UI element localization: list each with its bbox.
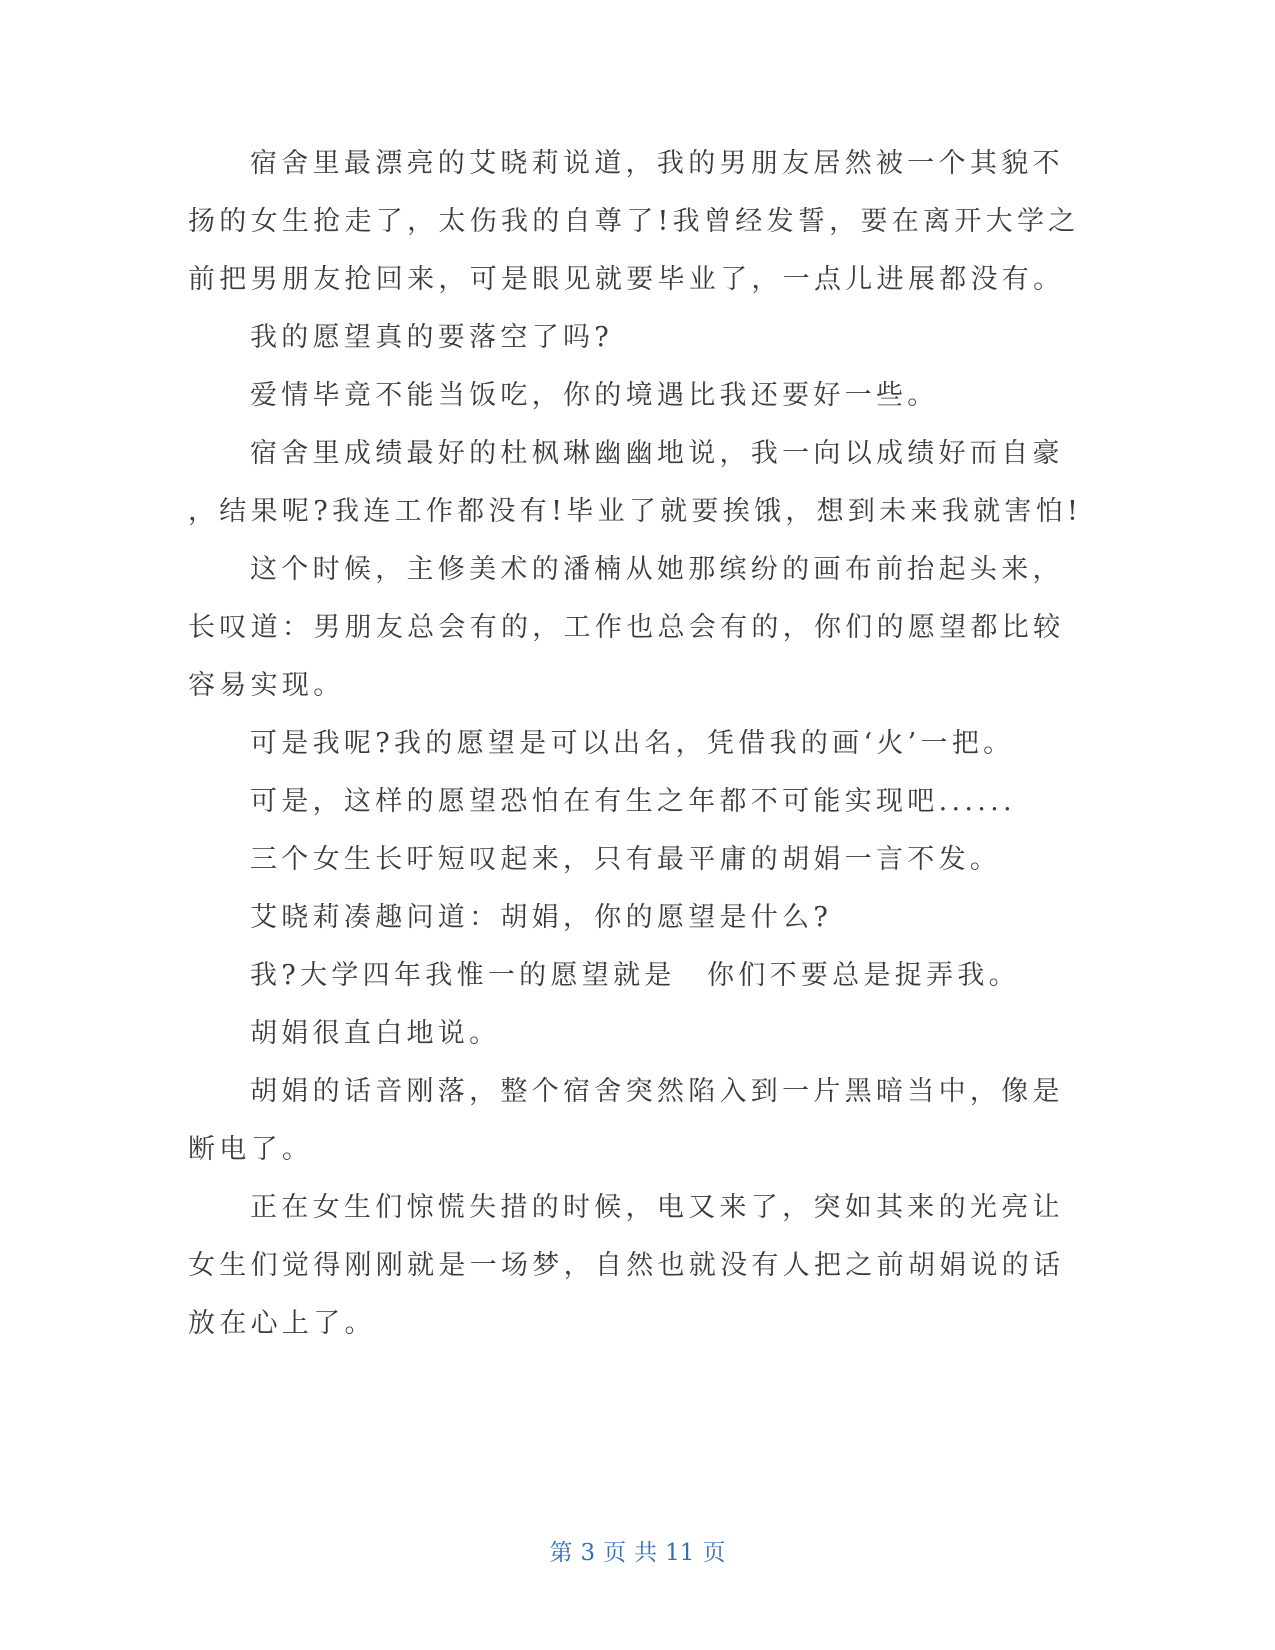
paragraph-line: 长叹道：男朋友总会有的，工作也总会有的，你们的愿望都比较 <box>188 612 1065 643</box>
paragraph-line: 爱情毕竟不能当饭吃，你的境遇比我还要好一些。 <box>250 380 939 411</box>
paragraph-line: 艾晓莉凑趣问道：胡娟，你的愿望是什么? <box>250 902 833 933</box>
paragraph-line: 三个女生长吁短叹起来，只有最平庸的胡娟一言不发。 <box>250 844 1002 875</box>
paragraph-line: 胡娟很直白地说。 <box>250 1018 501 1049</box>
paragraph-line: 胡娟的话音刚落，整个宿舍突然陷入到一片黑暗当中，像是 <box>250 1076 1064 1107</box>
paragraph-line: ，结果呢?我连工作都没有!毕业了就要挨饿，想到未来我就害怕! <box>188 496 1083 527</box>
total-pages-number: 11 <box>665 1540 695 1566</box>
paragraph-line: 前把男朋友抢回来，可是眼见就要毕业了，一点儿进展都没有。 <box>188 264 1065 295</box>
paragraph-line: 放在心上了。 <box>188 1308 376 1339</box>
page-footer <box>0 1538 1275 1568</box>
paragraph-line: 我的愿望真的要落空了吗? <box>250 322 614 353</box>
paragraph-line: 宿舍里最漂亮的艾晓莉说道，我的男朋友居然被一个其貌不 <box>250 148 1064 179</box>
paragraph-line: 断电了。 <box>188 1134 314 1165</box>
footer-label-suffix: 页 <box>702 1540 726 1566</box>
paragraph-line: 正在女生们惊慌失措的时候，电又来了，突如其来的光亮让 <box>250 1192 1064 1223</box>
paragraph-line: 扬的女生抢走了，太伤我的自尊了!我曾经发誓，要在离开大学之 <box>188 206 1080 237</box>
current-page-number: 3 <box>580 1540 596 1566</box>
paragraph-line: 可是，这样的愿望恐怕在有生之年都不可能实现吧...... <box>250 786 1016 817</box>
paragraph-line: 宿舍里成绩最好的杜枫琳幽幽地说，我一向以成绩好而自豪 <box>250 438 1064 469</box>
paragraph-line: 这个时候，主修美术的潘楠从她那缤纷的画布前抬起头来， <box>250 554 1064 585</box>
footer-label-total: 共 <box>634 1540 658 1566</box>
footer-label-prefix: 第 <box>549 1540 573 1566</box>
paragraph-line: 女生们觉得刚刚就是一场梦，自然也就没有人把之前胡娟说的话 <box>188 1250 1065 1281</box>
footer-label-page: 页 <box>603 1540 627 1566</box>
paragraph-line: 我?大学四年我惟一的愿望就是 你们不要总是捉弄我。 <box>250 960 1020 991</box>
paragraph-line: 容易实现。 <box>188 670 345 701</box>
paragraph-line: 可是我呢?我的愿望是可以出名，凭借我的画‘火’一把。 <box>250 728 1015 759</box>
